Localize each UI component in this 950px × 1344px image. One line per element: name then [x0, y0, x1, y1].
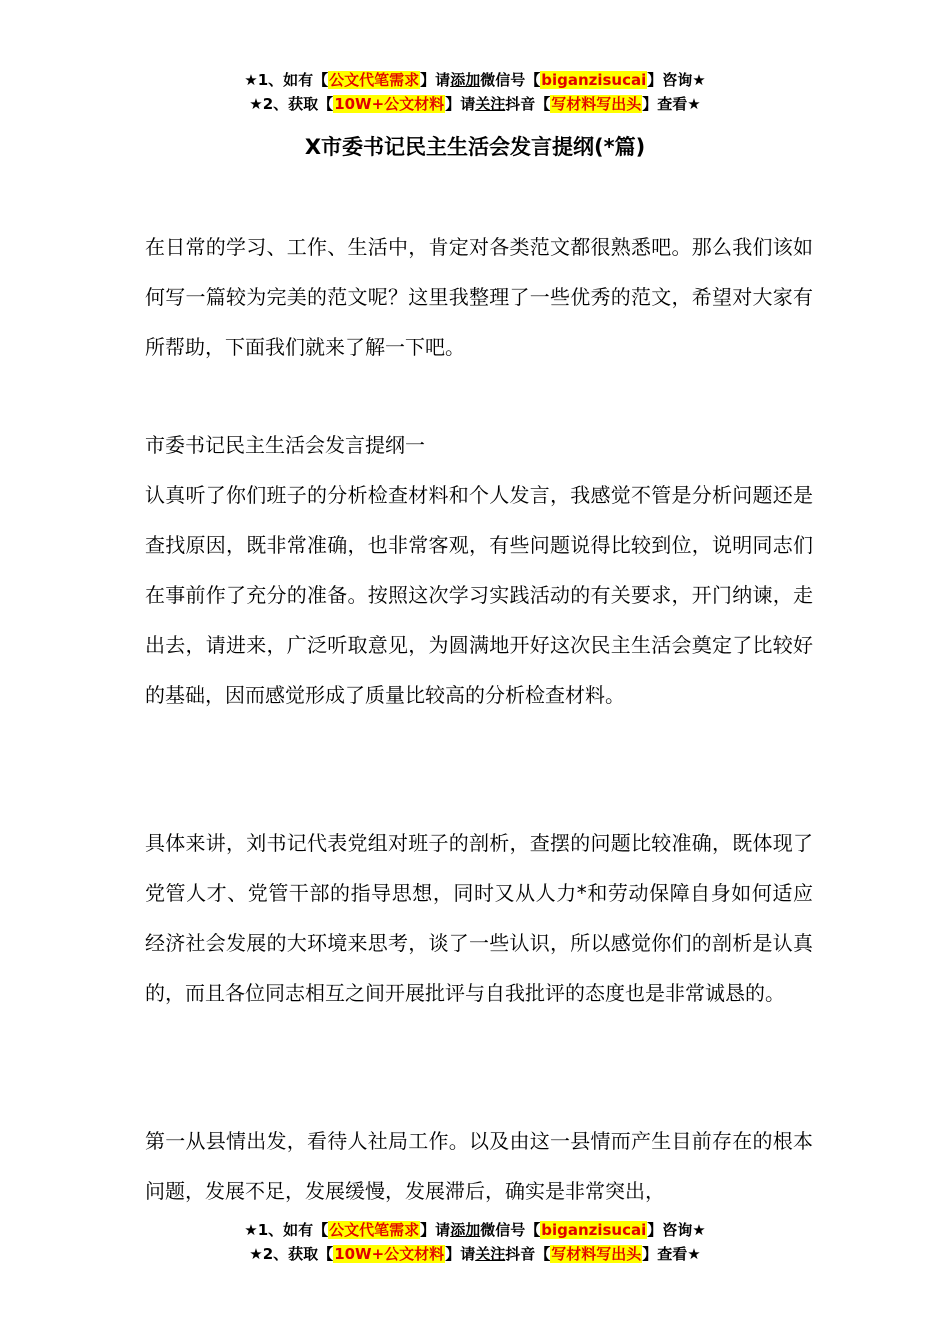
promo-line-2: ★2、获取【10W+公文材料】请关注抖音【写材料写出头】查看★ — [249, 1245, 701, 1263]
document-title: X市委书记民主生活会发言提纲(*篇) — [304, 135, 646, 159]
highlight-materials: 10W+公文材料 — [334, 95, 445, 113]
body-paragraph-1: 认真听了你们班子的分析检查材料和个人发言，我感觉不管是分析问题还是查找原因，既非常准确，也非常客观，有些问题说得比较到位，说明同志们在事前作了充分的准备。按照这次学习实践活动的有关要求，开门纳谏，走出去，请进来，广泛听取意见，为圆满地开好这次民主生活会奠定了比较好的基础，因而感觉形成了质量比较高的分析检查材料。 — [145, 483, 813, 707]
highlight-wechat-id: biganzisucai — [541, 1221, 647, 1239]
highlight-materials: 10W+公文材料 — [334, 1245, 445, 1263]
header-promo-banner — [0, 68, 950, 116]
promo-line-2: ★2、获取【10W+公文材料】请关注抖音【写材料写出头】查看★ — [249, 95, 701, 113]
footer-promo-banner — [0, 1218, 950, 1266]
promo-line-1: ★1、如有【公文代笔需求】请添加微信号【biganzisucai】咨询★ — [244, 1221, 706, 1239]
highlight-service: 公文代笔需求 — [329, 71, 420, 89]
body-paragraph-2: 具体来讲，刘书记代表党组对班子的剖析，查摆的问题比较准确，既体现了党管人才、党管干部的指导思想，同时又从人力*和劳动保障自身如何适应经济社会发展的大环境来思考，谈了一些认识，所以感觉你们的剖析是认真的，而且各位同志相互之间开展批评与自我批评的态度也是非常诚恳的。 — [145, 831, 813, 1005]
highlight-douyin-account: 写材料写出头 — [551, 1245, 642, 1263]
section-subtitle: 市委书记民主生活会发言提纲一 — [145, 433, 425, 457]
intro-paragraph: 在日常的学习、工作、生活中，肯定对各类范文都很熟悉吧。那么我们该如何写一篇较为完美的范文呢？这里我整理了一些优秀的范文，希望对大家有所帮助，下面我们就来了解一下吧。 — [145, 235, 813, 359]
body-paragraph-3: 第一从县情出发，看待人社局工作。以及由这一县情而产生目前存在的根本问题，发展不足，发展缓慢，发展滞后，确实是非常突出， — [145, 1129, 813, 1203]
highlight-service: 公文代笔需求 — [329, 1221, 420, 1239]
promo-line-1: ★1、如有【公文代笔需求】请添加微信号【biganzisucai】咨询★ — [244, 71, 706, 89]
highlight-wechat-id: biganzisucai — [541, 71, 647, 89]
highlight-douyin-account: 写材料写出头 — [551, 95, 642, 113]
